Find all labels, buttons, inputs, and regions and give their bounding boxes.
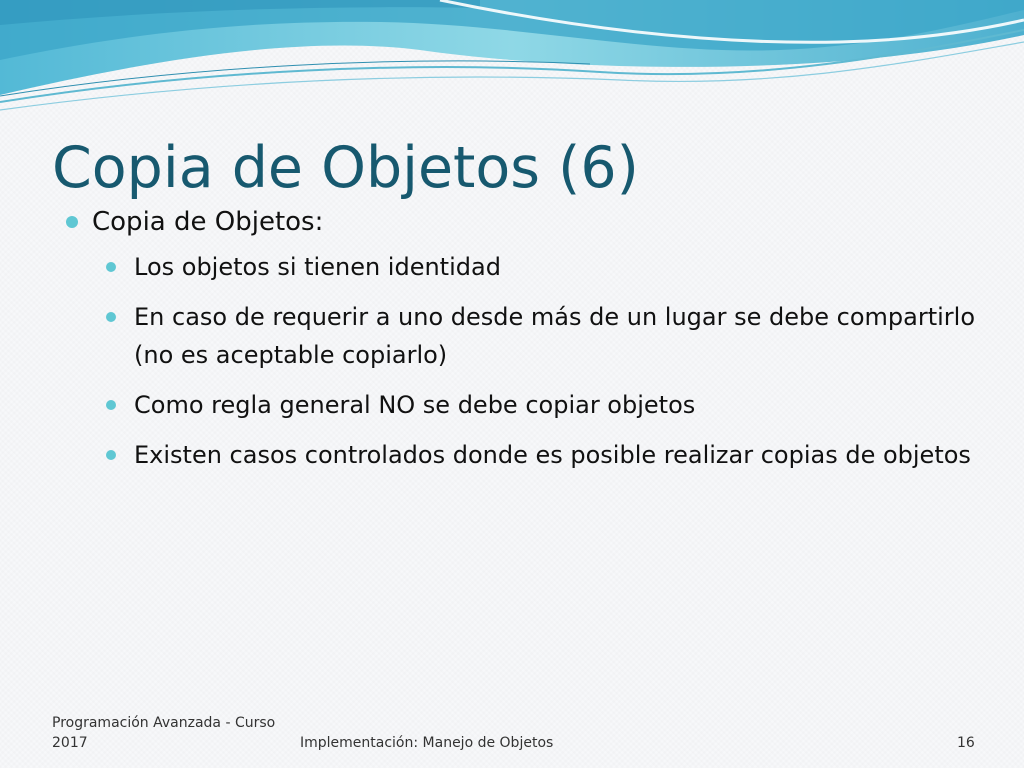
footer-course-line1: Programación Avanzada - Curso (52, 715, 276, 731)
bullet-dot-icon (106, 400, 116, 410)
sub-bullet-item (106, 298, 992, 374)
sub-bullet-item (106, 248, 992, 286)
bullet-text: Copia de Objetos: (92, 207, 324, 237)
footer-course-line2: 2017 (52, 735, 88, 751)
header-wave-decoration (0, 0, 1024, 130)
footer-topic: Implementación: Manejo de Objetos (300, 735, 554, 751)
sub-bullet-item (106, 436, 992, 474)
sub-bullet-text: Los objetos si tienen identidad (134, 253, 501, 281)
sub-bullet-text: Como regla general NO se debe copiar objetos (134, 391, 696, 419)
bullet-dot-icon (106, 312, 116, 322)
slide-title: Copia de Objetos (6) (52, 135, 639, 201)
page-number: 16 (957, 735, 975, 751)
footer-course (52, 713, 302, 753)
bullet-dot-icon (66, 216, 78, 228)
bullet-dot-icon (106, 262, 116, 272)
sub-bullet-list (62, 248, 992, 474)
sub-bullet-text: Existen casos controlados donde es posible realizar copias de objetos (134, 441, 971, 469)
slide-content (62, 200, 992, 486)
sub-bullet-text: En caso de requerir a uno desde más de un lugar se debe compartirlo (no es aceptable copiarlo) (134, 303, 976, 369)
bullet-dot-icon (106, 450, 116, 460)
sub-bullet-item (106, 386, 992, 424)
bullet-copia-de-objetos (62, 200, 992, 244)
